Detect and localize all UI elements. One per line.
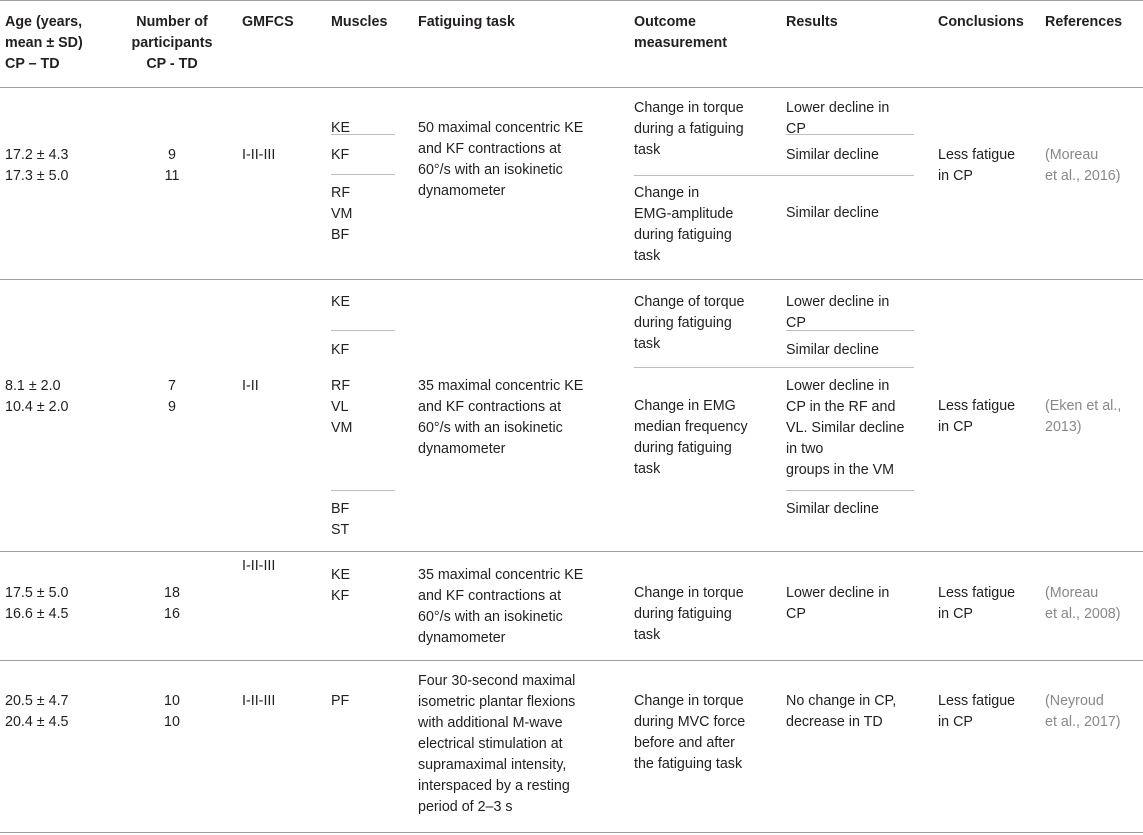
row1-participants: 9 11 (164, 147, 180, 184)
header-outcome: Outcome measurement (634, 14, 727, 51)
row1-outcome-emg: Change in EMG-amplitude during fatiguing task (634, 185, 734, 264)
row2-result-2: Similar decline (786, 342, 879, 358)
row3-result: Lower decline in CP (786, 585, 890, 622)
row3-age: 17.5 ± 5.0 16.6 ± 4.5 (5, 585, 69, 622)
row1-age: 17.2 ± 4.3 17.3 ± 5.0 (5, 147, 69, 184)
header-muscles: Muscles (331, 14, 388, 30)
row2-fatiguing-task: 35 maximal concentric KE and KF contractions at 60°/s with an isokinetic dynamometer (418, 378, 584, 457)
table-bottom-rule (0, 832, 1143, 833)
row2-age: 8.1 ± 2.0 10.4 ± 2.0 (5, 378, 69, 415)
row1-conclusions: Less fatigue in CP (938, 147, 1016, 184)
header-gmfcs: GMFCS (242, 14, 294, 30)
header-participants: Number of participants CP - TD (131, 14, 213, 72)
row2-conclusions: Less fatigue in CP (938, 398, 1016, 435)
row2-muscles-group1: KE (331, 294, 351, 310)
row4-reference-link[interactable]: (Neyroud et al., 2017) (1045, 693, 1121, 730)
row4-conclusions: Less fatigue in CP (938, 693, 1016, 730)
row2-participants: 7 9 (168, 378, 176, 415)
row3-participants: 18 16 (164, 585, 180, 622)
row1-fatiguing-task: 50 maximal concentric KE and KF contractions at 60°/s with an isokinetic dynamometer (418, 120, 584, 199)
row3-gmfcs: I-II-III (242, 558, 276, 574)
row3-fatiguing-task: 35 maximal concentric KE and KF contractions at 60°/s with an isokinetic dynamometer (418, 567, 584, 646)
row2-outcome-torque: Change of torque during fatiguing task (634, 294, 745, 352)
row-divider (0, 279, 1143, 280)
sub-rule (331, 490, 395, 491)
sub-rule (634, 367, 914, 368)
sub-rule (634, 175, 914, 176)
row2-result-1: Lower decline in CP (786, 294, 890, 331)
sub-rule (331, 330, 395, 331)
row2-gmfcs: I-II (242, 378, 259, 394)
row2-muscles-group2: KF (331, 342, 350, 358)
header-fatiguing-task: Fatiguing task (418, 14, 515, 30)
row3-outcome: Change in torque during fatiguing task (634, 585, 744, 643)
row3-reference-link[interactable]: (Moreau et al., 2008) (1045, 585, 1121, 622)
row1-outcome-torque: Change in torque during a fatiguing task (634, 100, 744, 158)
row4-result: No change in CP, decrease in TD (786, 693, 897, 730)
row4-fatiguing-task: Four 30-second maximal isometric plantar flexions with additional M-wave electrical stimulation at supramaximal intensity, interspaced by a resting period of 2–3 s (418, 673, 576, 815)
row2-outcome-emg: Change in EMG median frequency during fatiguing task (634, 398, 748, 477)
row1-result-3: Similar decline (786, 205, 879, 221)
row2-muscles-group3: RF VL VM (331, 378, 353, 436)
header-age: Age (years, mean ± SD) CP – TD (5, 14, 83, 72)
header-results: Results (786, 14, 838, 30)
row4-muscles: PF (331, 693, 350, 709)
row1-result-1: Lower decline in CP (786, 100, 890, 137)
row4-participants: 10 10 (164, 693, 180, 730)
row1-result-2: Similar decline (786, 147, 879, 163)
row4-age: 20.5 ± 4.7 20.4 ± 4.5 (5, 693, 69, 730)
table-top-rule (0, 0, 1143, 1)
row2-result-4: Similar decline (786, 501, 879, 517)
row4-gmfcs: I-II-III (242, 693, 276, 709)
row1-muscles-group3: RF VM BF (331, 185, 353, 243)
row3-muscles: KE KF (331, 567, 351, 604)
header-conclusions: Conclusions (938, 14, 1024, 30)
row2-result-3: Lower decline in CP in the RF and VL. Similar decline in two groups in the VM (786, 378, 905, 478)
row2-muscles-group4: BF ST (331, 501, 350, 538)
row-divider (0, 551, 1143, 552)
row4-outcome: Change in torque during MVC force before and after the fatiguing task (634, 693, 746, 772)
row-divider (0, 660, 1143, 661)
row1-muscles-group1: KE (331, 120, 351, 136)
row2-reference-link[interactable]: (Eken et al., 2013) (1045, 398, 1122, 435)
header-rule (0, 87, 1143, 88)
row1-gmfcs: I-II-III (242, 147, 276, 163)
sub-rule (786, 490, 914, 491)
row3-conclusions: Less fatigue in CP (938, 585, 1016, 622)
sub-rule (331, 174, 395, 175)
row1-muscles-group2: KF (331, 147, 350, 163)
header-references: References (1045, 14, 1123, 30)
row1-reference-link[interactable]: (Moreau et al., 2016) (1045, 147, 1121, 184)
